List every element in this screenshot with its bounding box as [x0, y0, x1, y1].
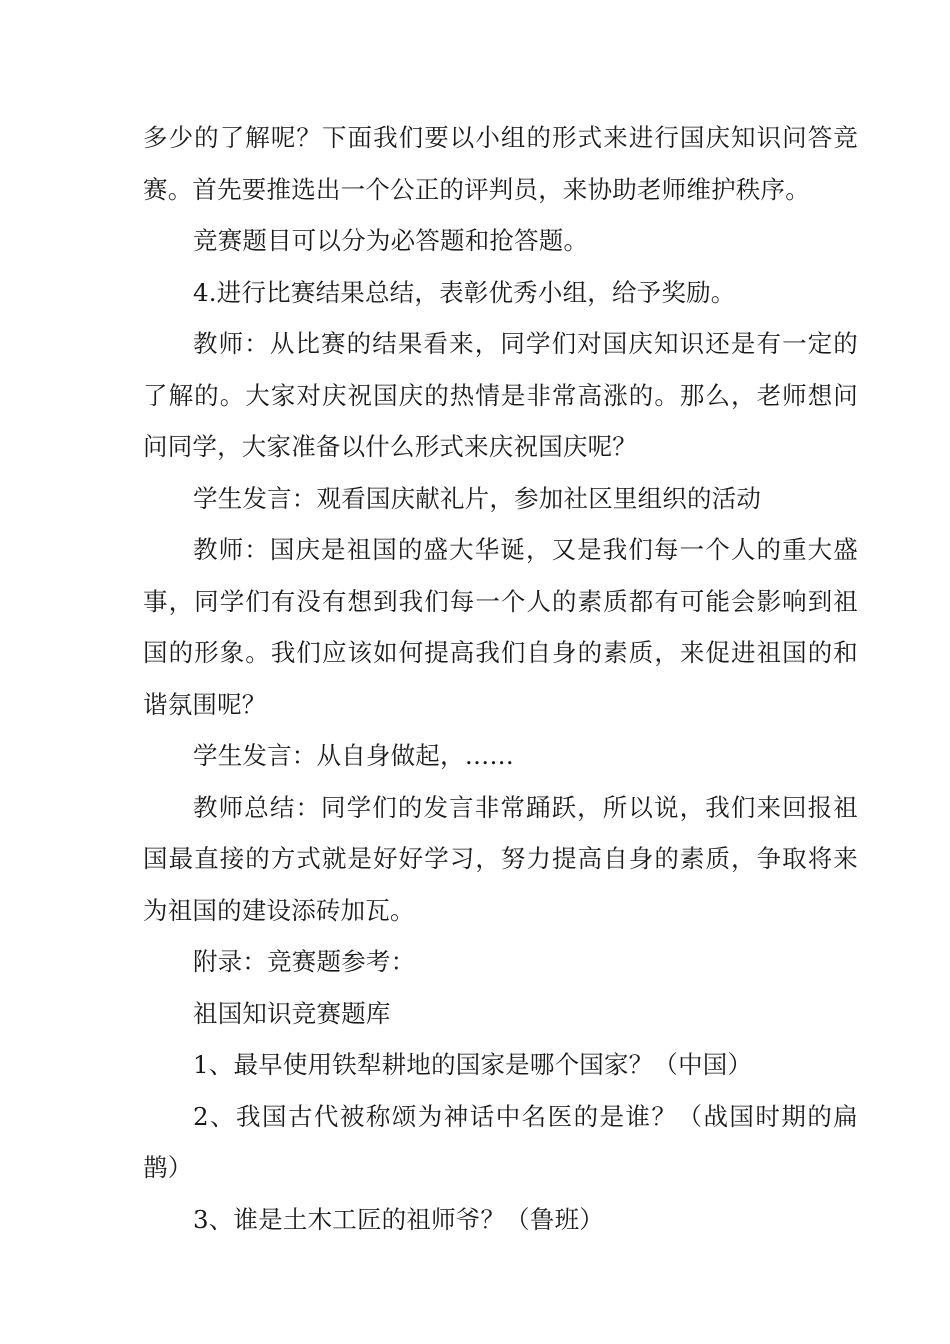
- paragraph-teacher-question: 教师：从比赛的结果看来，同学们对国庆知识还是有一定的了解的。大家对庆祝国庆的热情是非常高涨的。那么，老师想问问同学，大家准备以什么形式来庆祝国庆呢？: [143, 329, 858, 461]
- list-item-question-1: 1、最早使用铁犁耕地的国家是哪个国家？（中国）: [193, 1050, 753, 1079]
- paragraph-step-4: 4.进行比赛结果总结，表彰优秀小组，给予奖励。: [193, 277, 736, 307]
- paragraph-student-answer-1: 学生发言：观看国庆献礼片，参加社区里组织的活动: [193, 483, 762, 513]
- paragraph-student-answer-2: 学生发言：从自身做起，……: [193, 741, 515, 770]
- paragraph-quiz-intro: 多少的了解呢？下面我们要以小组的形式来进行国庆知识问答竞赛。首先要推选出一个公正的评判员，来协助老师维护秩序。: [143, 123, 858, 204]
- paragraph-appendix-heading: 附录：竞赛题参考：: [193, 947, 416, 976]
- paragraph-teacher-reflection: 教师：国庆是祖国的盛大华诞，又是我们每一个人的重大盛事，同学们有没有想到我们每一个人的素质都有可能会影响到祖国的形象。我们应该如何提高我们自身的素质，来促进祖国的和谐氛围呢？: [143, 535, 858, 719]
- list-item-question-2: 2、我国古代被称颂为神话中名医的是谁？（战国时期的扁鹊）: [143, 1101, 858, 1182]
- paragraph-question-bank-title: 祖国知识竞赛题库: [193, 998, 391, 1028]
- paragraph-question-types: 竞赛题目可以分为必答题和抢答题。: [193, 226, 589, 255]
- paragraph-teacher-summary: 教师总结：同学们的发言非常踊跃，所以说，我们来回报祖国最直接的方式就是好好学习，努力提高自身的素质，争取将来为祖国的建设添砖加瓦。: [143, 792, 858, 925]
- list-item-question-3: 3、谁是土木工匠的祖师爷？（鲁班）: [193, 1204, 604, 1234]
